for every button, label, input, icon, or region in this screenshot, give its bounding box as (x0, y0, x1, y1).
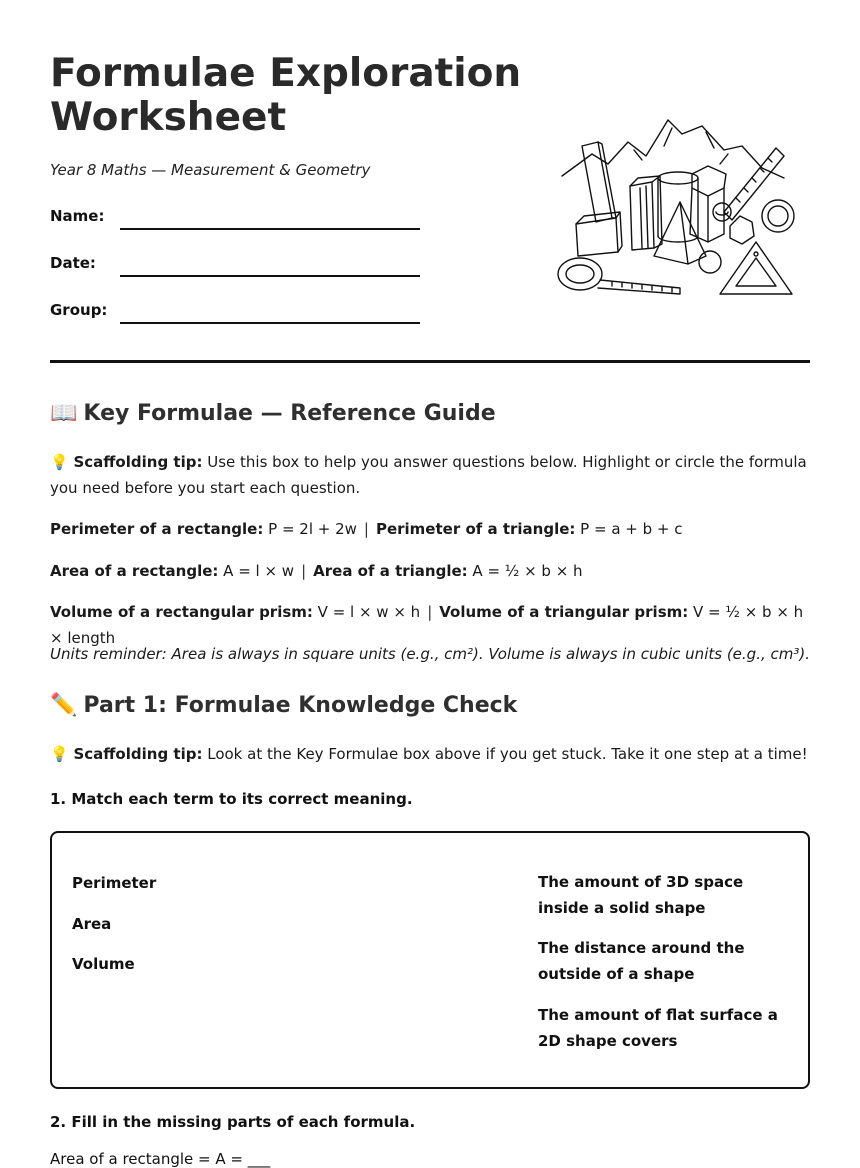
book-icon: 📖 (50, 401, 78, 426)
term-perimeter[interactable]: Perimeter (72, 874, 157, 892)
reference-heading (50, 401, 496, 426)
part1-tip-text: Look at the Key Formulae box above if you get stuck. Take it one step at a time! (202, 745, 808, 763)
formula-label: Area of a rectangle: (50, 562, 219, 580)
definition-item[interactable]: The amount of flat surface a 2D shape covers (538, 1006, 778, 1050)
question-1: 1. Match each term to its correct meaning. (50, 790, 413, 808)
formula-separator: | (363, 520, 369, 538)
page-title: Formulae Exploration Worksheet (50, 51, 522, 140)
formula-label: Area of a triangle: (313, 562, 468, 580)
formula-value: V = ½ × b × h × length (50, 603, 804, 647)
formula-row-area (50, 558, 810, 584)
formula-label: Perimeter of a triangle: (375, 520, 576, 538)
name-field[interactable] (50, 207, 420, 231)
date-field[interactable] (50, 254, 420, 278)
question-2-first-line: Area of a rectangle = A = ___ (50, 1150, 271, 1168)
pencil-icon: ✏️ (50, 693, 78, 718)
part1-heading (50, 693, 517, 718)
term-volume[interactable]: Volume (72, 955, 135, 973)
header-divider (50, 360, 810, 363)
group-write-line[interactable] (120, 322, 420, 324)
definition-item[interactable]: The distance around the outside of a shape (538, 939, 745, 983)
part1-tip-label: Scaffolding tip: (73, 745, 203, 763)
group-label: Group: (50, 301, 108, 319)
reference-tip-text: Use this box to help you answer questions below. Highlight or circle the formula you need before you start each question. (50, 453, 807, 497)
formula-separator: | (427, 603, 433, 621)
formula-value: P = 2l + 2w (263, 520, 357, 538)
reference-tip-label: Scaffolding tip: (73, 453, 203, 471)
formula-label: Volume of a triangular prism: (439, 603, 689, 621)
formula-label: Volume of a rectangular prism: (50, 603, 313, 621)
reference-heading-text: Key Formulae — Reference Guide (83, 401, 496, 426)
formula-value: A = l × w (218, 562, 295, 580)
term-area[interactable]: Area (72, 915, 112, 933)
formula-value: V = l × w × h (312, 603, 421, 621)
units-reminder: Units reminder: Area is always in square units (e.g., cm²). Volume is always in cubic units (e.g., cm³). (50, 645, 810, 663)
definition-item[interactable]: The amount of 3D space inside a solid shape (538, 873, 744, 917)
date-write-line[interactable] (120, 275, 420, 277)
formula-label: Perimeter of a rectangle: (50, 520, 264, 538)
question-2: 2. Fill in the missing parts of each formula. (50, 1113, 416, 1131)
formula-row-perimeter (50, 516, 810, 542)
name-label: Name: (50, 207, 105, 225)
matching-box (50, 831, 810, 1089)
part1-heading-text: Part 1: Formulae Knowledge Check (83, 693, 518, 718)
name-write-line[interactable] (120, 228, 420, 230)
part1-tip (50, 741, 810, 767)
page-subtitle: Year 8 Maths — Measurement & Geometry (50, 161, 371, 179)
formula-separator: | (301, 562, 307, 580)
geometry-shapes-illustration (556, 116, 796, 300)
lightbulb-icon: 💡 (50, 745, 69, 763)
date-label: Date: (50, 254, 96, 272)
lightbulb-icon: 💡 (50, 453, 69, 471)
formula-value: P = a + b + c (575, 520, 683, 538)
reference-tip (50, 449, 810, 501)
formula-value: A = ½ × b × h (467, 562, 583, 580)
group-field[interactable] (50, 301, 420, 325)
